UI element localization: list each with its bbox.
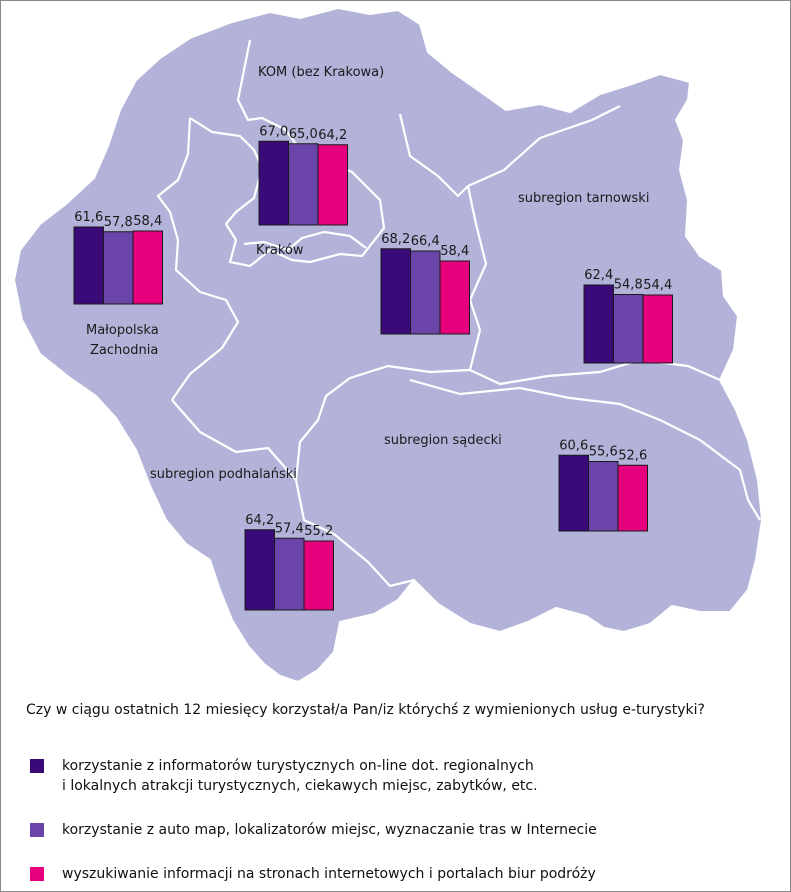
- bar-1-3: [318, 145, 348, 225]
- legend-swatch-2: [30, 823, 44, 837]
- value-label-5-3: 52,6: [618, 448, 648, 464]
- region-label-sadecki: subregion sądecki: [384, 433, 502, 448]
- survey-question: Czy w ciągu ostatnich 12 miesięcy korzystał/a Pan/iz którychś z wymienionych usług e-turystyki?: [26, 702, 705, 718]
- legend-text-2: korzystanie z auto map, lokalizatorów miejsc, wyznaczanie tras w Internecie: [62, 822, 597, 838]
- value-label-6-1: 64,2: [245, 512, 275, 528]
- bar-group-6: [245, 513, 334, 610]
- value-label-4-3: 54,4: [643, 278, 673, 293]
- bar-2-1: [74, 227, 104, 304]
- bar-group-5: [559, 438, 648, 531]
- legend-swatch-3: [30, 867, 44, 881]
- value-label-4-2: 54,8: [613, 277, 643, 293]
- value-label-5-1: 60,6: [559, 438, 589, 454]
- legend-text-1a: korzystanie z informatorów turystycznych on-line dot. regionalnych: [62, 758, 534, 774]
- value-label-1-2: 65,0: [288, 126, 318, 142]
- value-label-2-1: 61,6: [74, 210, 104, 225]
- legend-text-1b: i lokalnych atrakcji turystycznych, ciekawych miejsc, zabytków, etc.: [62, 778, 538, 794]
- value-label-3-1: 68,2: [381, 231, 411, 247]
- legend-item-2: [30, 820, 770, 842]
- bar-1-1: [259, 141, 289, 225]
- bar-3-3: [440, 261, 470, 334]
- bar-4-2: [614, 295, 644, 364]
- bar-2-2: [104, 232, 134, 304]
- region-label-malopolska-1: Małopolska: [86, 323, 159, 338]
- region-label-krakow: Kraków: [256, 243, 304, 258]
- bar-1-2: [289, 144, 319, 225]
- value-label-5-2: 55,6: [588, 444, 618, 460]
- bar-6-1: [245, 530, 275, 610]
- bar-5-3: [618, 465, 648, 531]
- bar-5-1: [559, 455, 589, 531]
- legend-item-1: [30, 756, 770, 798]
- legend-swatch-1: [30, 759, 44, 773]
- bar-3-1: [381, 249, 411, 334]
- bar-3-2: [411, 251, 441, 334]
- bar-5-2: [589, 462, 619, 532]
- legend-text-3: wyszukiwanie informacji na stronach internetowych i portalach biur podróży: [62, 866, 596, 882]
- region-label-tarnowski: subregion tarnowski: [518, 191, 650, 206]
- bar-4-1: [584, 285, 614, 363]
- value-label-3-2: 66,4: [410, 234, 440, 249]
- region-label-podhalanski: subregion podhalański: [150, 467, 297, 482]
- value-label-6-2: 57,4: [274, 521, 304, 537]
- bar-6-2: [275, 538, 305, 610]
- value-label-3-3: 58,4: [440, 244, 470, 259]
- region-label-malopolska-2: Zachodnia: [90, 343, 159, 358]
- value-label-2-3: 58,4: [133, 214, 163, 229]
- value-label-6-3: 55,2: [304, 524, 334, 539]
- bar-group-4: [584, 268, 673, 363]
- bar-2-3: [133, 231, 163, 304]
- region-label-kom: KOM (bez Krakowa): [258, 65, 385, 80]
- legend-item-3: [30, 864, 770, 886]
- bar-4-3: [643, 295, 673, 363]
- value-label-1-3: 64,2: [318, 127, 348, 143]
- value-label-4-1: 62,4: [584, 268, 614, 283]
- value-label-1-1: 67,0: [259, 124, 289, 140]
- bar-group-2: [74, 210, 163, 304]
- bar-6-3: [304, 541, 334, 610]
- value-label-2-2: 57,8: [103, 214, 133, 230]
